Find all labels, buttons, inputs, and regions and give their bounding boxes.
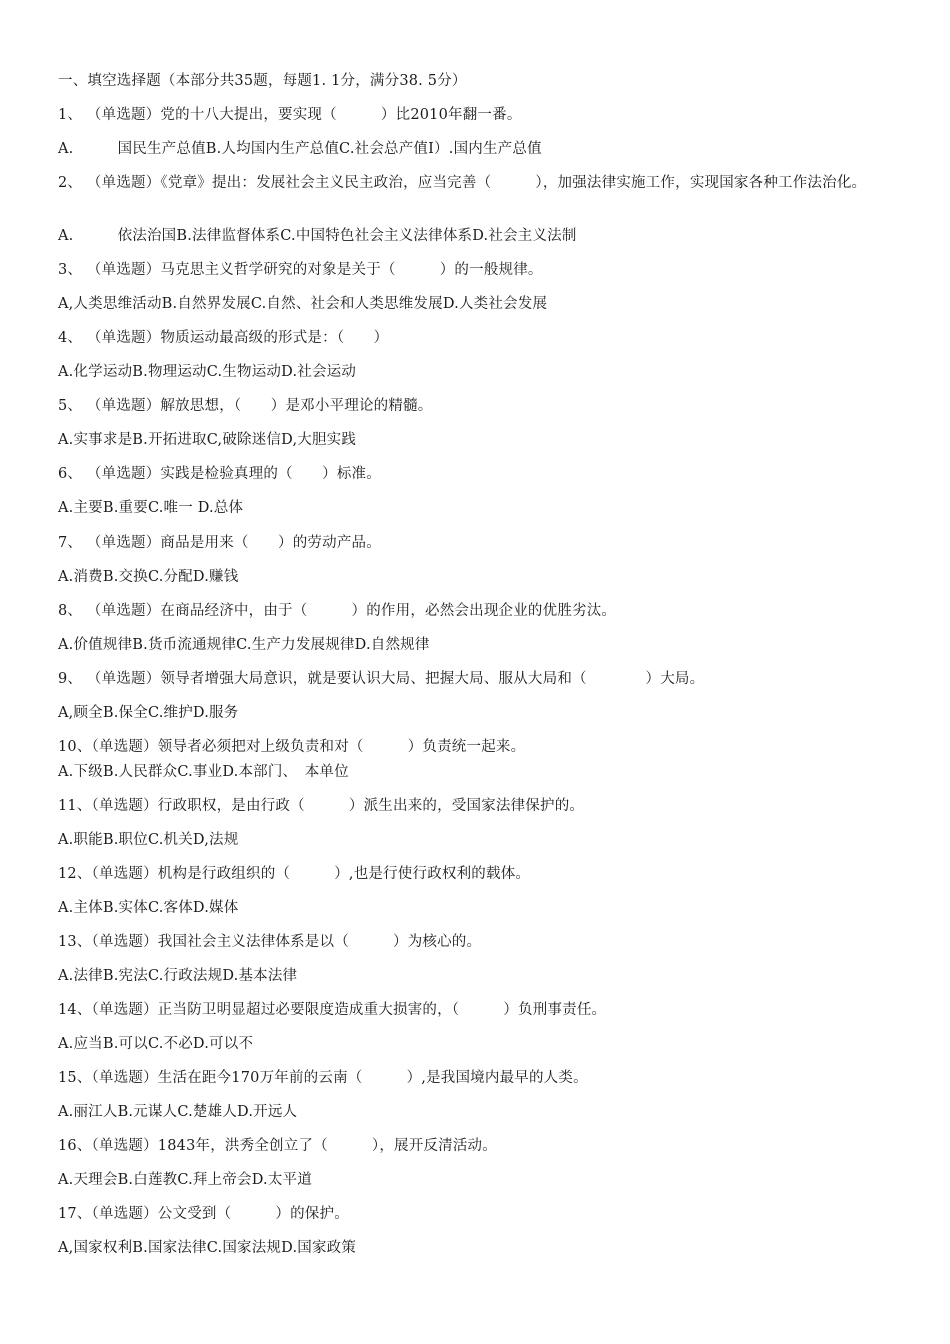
answer-10: A.下级B.人民群众C.事业D.本部门、 本单位 — [58, 764, 349, 780]
answer-1: A. 国民生产总值B.人均国内生产总值C.社会总产值I）.国内生产总值 — [58, 141, 542, 157]
question-17: 17、（单选题）公文受到（ ）的保护。 — [58, 1206, 349, 1222]
answer-3: A,人类思维活动B.自然界发展C.自然、社会和人类思维发展D.人类社会发展 — [58, 296, 548, 312]
question-10: 10、（单选题）领导者必须把对上级负责和对（ ）负责统一起来。 — [58, 739, 526, 755]
question-3: 3、 （单选题）马克思主义哲学研究的对象是关于（ ）的一般规律。 — [58, 262, 543, 278]
question-9: 9、 （单选题）领导者增强大局意识，就是要认识大局、把握大局、服从大局和（ ）大局。 — [58, 671, 705, 687]
question-1: 1、 （单选题）党的十八大提出，要实现（ ）比2010年翻一番。 — [58, 107, 522, 123]
question-16: 16、（单选题）1843年，洪秀全创立了（ ），展开反清活动。 — [58, 1138, 497, 1154]
question-14: 14、（单选题）正当防卫明显超过必要限度造成重大损害的，（ ）负刑事责任。 — [58, 1002, 607, 1018]
question-12: 12、（单选题）机构是行政组织的（ ）,也是行使行政权利的载体。 — [58, 866, 531, 882]
section-title: 一、填空选择题（本部分共35题，每题1. 1分，满分38. 5分） — [58, 73, 467, 89]
answer-2: A. 依法治国B.法律监督体系C.中国特色社会主义法律体系D.社会主义法制 — [58, 228, 577, 244]
answer-5: A.实事求是B.开拓进取C,破除迷信D,大胆实践 — [58, 432, 357, 448]
question-8: 8、 （单选题）在商品经济中，由于（ ）的作用，必然会出现企业的优胜劣汰。 — [58, 603, 617, 619]
question-2: 2、 （单选题）《党章》提出：发展社会主义民主政治，应当完善（ ），加强法律实施工作，实现国家各种工作法治化。 — [58, 175, 867, 191]
question-13: 13、（单选题）我国社会主义法律体系是以（ ）为核心的。 — [58, 934, 482, 950]
answer-17: A,国家权利B.国家法律C.国家法规D.国家政策 — [58, 1240, 357, 1256]
answer-8: A.价值规律B.货币流通规律C.生产力发展规律D.自然规律 — [58, 637, 430, 653]
question-4: 4、 （单选题）物质运动最高级的形式是：（ ） — [58, 330, 389, 346]
question-5: 5、 （单选题）解放思想，（ ）是邓小平理论的精髓。 — [58, 398, 433, 414]
answer-7: A.消费B.交换C.分配D.赚钱 — [58, 569, 239, 585]
answer-9: A,顾全B.保全C.维护D.服务 — [58, 705, 239, 721]
answer-14: A.应当B.可以C.不必D.可以不 — [58, 1036, 254, 1052]
question-7: 7、 （单选题）商品是用来（ ）的劳动产品。 — [58, 535, 381, 551]
question-15: 15、（单选题）生活在距今170万年前的云南（ ）,是我国境内最早的人类。 — [58, 1070, 588, 1086]
answer-4: A.化学运动B.物理运动C.生物运动D.社会运动 — [58, 364, 357, 380]
answer-12: A.主体B.实体C.客体D.媒体 — [58, 900, 239, 916]
question-6: 6、 （单选题）实践是检验真理的（ ）标准。 — [58, 466, 381, 482]
question-11: 11、（单选题）行政职权，是由行政（ ）派生出来的，受国家法律保护的。 — [58, 798, 585, 814]
answer-13: A.法律B.宪法C.行政法规D.基本法律 — [58, 968, 298, 984]
answer-15: A.丽江人B.元谋人C.楚雄人D.开远人 — [58, 1104, 298, 1120]
answer-16: A.天理会B.白莲教C.拜上帝会D.太平道 — [58, 1172, 312, 1188]
answer-6: A.主要B.重要C.唯一 D.总体 — [58, 500, 244, 516]
answer-11: A.职能B.职位C.机关D,法规 — [58, 832, 239, 848]
